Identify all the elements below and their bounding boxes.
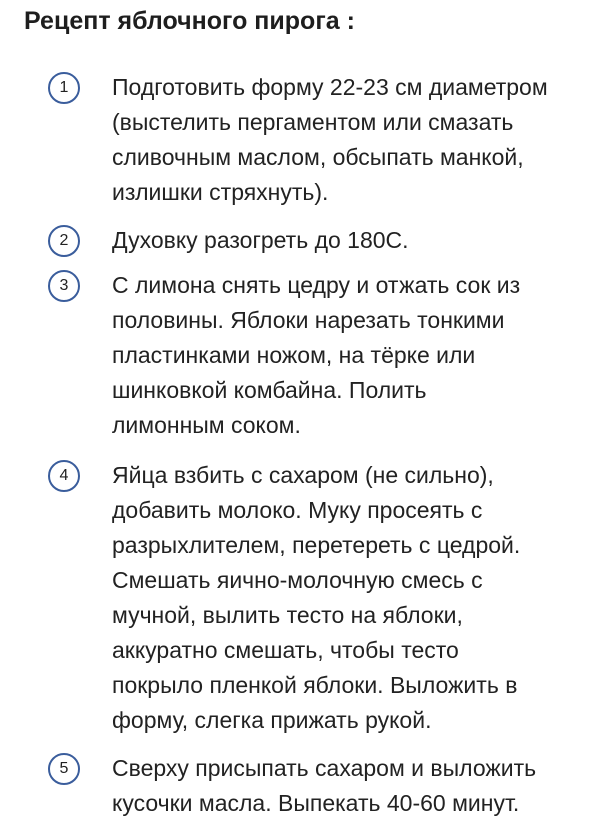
step-text: Яйца взбить с сахаром (не сильно), добавить молоко. Муку просеять с разрыхлителем, перетереть с цедрой. Смешать яично-молочную смесь с мучной, вылить тесто на яблоки, аккуратно смешать, чтобы тесто покрыло пленкой яблоки. Выложить в форму, слегка прижать рукой. xyxy=(112,462,521,733)
step-number-badge: 2 xyxy=(48,225,80,257)
recipe-title: Рецепт яблочного пирога : xyxy=(24,7,355,35)
step-text: Сверху присыпать сахаром и выложить кусочки масла. Выпекать 40-60 минут. xyxy=(112,755,537,816)
step-number-badge: 3 xyxy=(48,270,80,302)
step-text: С лимона снять цедру и отжать сок из половины. Яблоки нарезать тонкими пластинками ножом, на тёрке или шинковкой комбайна. Полить лимонным соком. xyxy=(112,272,521,438)
step-text: Подготовить форму 22-23 см диаметром (выстелить пергаментом или смазать сливочным маслом, обсыпать манкой, излишки стряхнуть). xyxy=(112,74,548,205)
step-number-badge: 4 xyxy=(48,460,80,492)
step-number-badge: 5 xyxy=(48,753,80,785)
step-text: Духовку разогреть до 180С. xyxy=(112,227,409,253)
step-number-badge: 1 xyxy=(48,72,80,104)
